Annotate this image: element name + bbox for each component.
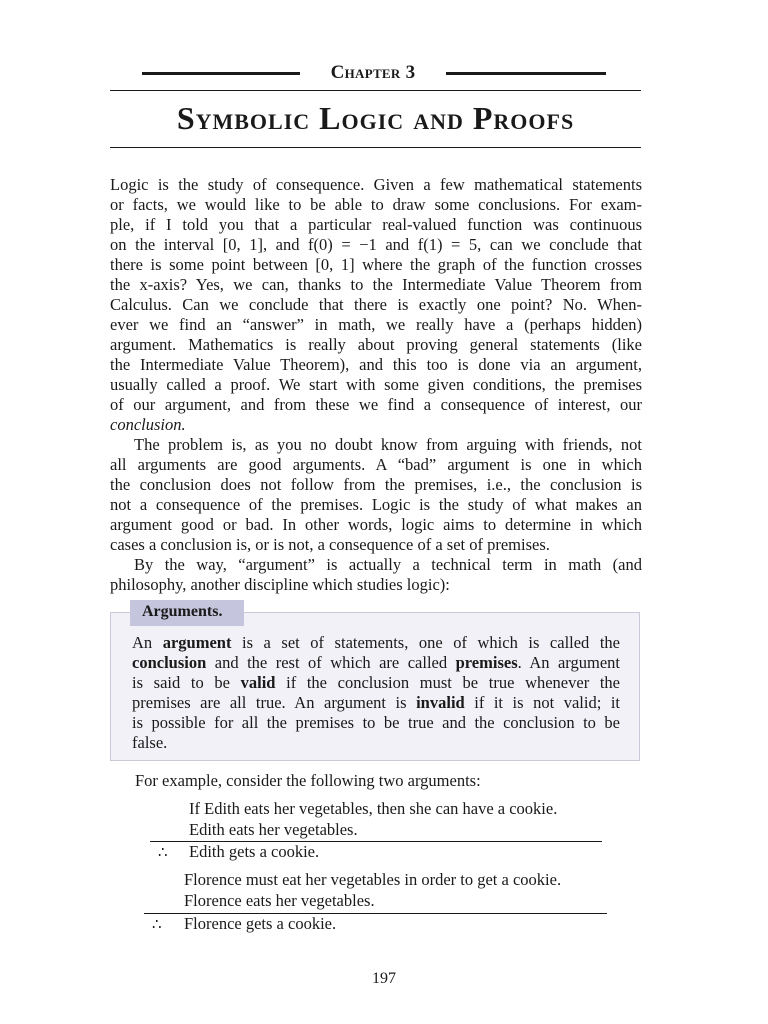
argument-2-conclusion: Florence gets a cookie. xyxy=(184,914,337,933)
text-line: ever we find an “answer” in math, we really have a (perhaps hidden) xyxy=(110,315,642,334)
text-line: the Intermediate Value Theorem), and this too is done via an argument, xyxy=(110,355,642,374)
chapter-label: Chapter 3 xyxy=(330,62,416,83)
text-line: The problem is, as you no doubt know from arguing with friends, not xyxy=(134,435,642,454)
intro-paragraph-1 xyxy=(110,175,642,435)
argument-2-premise: Florence must eat her vegetables in order to get a cookie. xyxy=(184,870,562,889)
argument-1-premise: If Edith eats her vegetables, then she can have a cookie. xyxy=(189,799,558,818)
page-number: 197 xyxy=(372,970,396,987)
definition-line: is said to be valid if the conclusion must be true whenever the xyxy=(132,673,621,692)
text-line: all arguments are good arguments. A “bad” argument is one in which xyxy=(110,455,642,474)
text-line: or facts, we would like to be able to draw some conclusions. For exam- xyxy=(110,195,642,214)
definition-line: conclusion and the rest of which are called premises. An argument xyxy=(132,653,620,672)
definition-line: An argument is a set of statements, one of which is called the xyxy=(132,633,621,652)
text-line: there is some point between [0, 1] where the graph of the function crosses xyxy=(110,255,642,274)
therefore-symbol: ∴ xyxy=(152,915,162,933)
text-line: conclusion. xyxy=(110,415,186,434)
intro-paragraph-3 xyxy=(110,555,642,595)
chapter-title: Symbolic Logic and Proofs xyxy=(176,100,575,136)
chapter-bar-left xyxy=(142,72,300,75)
text-line: the x-axis? Yes, we can, thanks to the Intermediate Value Theorem from xyxy=(110,275,642,294)
text-line: on the interval [0, 1], and f(0) = −1 and f(1) = 5, can we conclude that xyxy=(110,235,642,254)
title-rule-bottom xyxy=(110,147,641,148)
definition-heading: Arguments. xyxy=(130,600,244,626)
text-line: usually called a proof. We start with some given conditions, the premises xyxy=(110,375,642,394)
therefore-symbol: ∴ xyxy=(158,843,168,861)
text-line: ple, if I told you that a particular real-valued function was continuous xyxy=(110,215,642,234)
title-rule-top xyxy=(110,90,641,91)
chapter-bar-right xyxy=(446,72,606,75)
intro-paragraph-2 xyxy=(110,435,642,555)
text-line: Calculus. Can we conclude that there is exactly one point? No. When- xyxy=(110,295,642,314)
text-line: the conclusion does not follow from the premises, i.e., the conclusion is xyxy=(110,475,642,494)
definition-text xyxy=(132,633,620,753)
text-line: philosophy, another discipline which studies logic): xyxy=(110,575,450,594)
text-line: not a consequence of the premises. Logic is the study of what makes an xyxy=(110,495,642,514)
text-line: Logic is the study of consequence. Given a few mathematical statements xyxy=(110,175,642,194)
argument-2-premise: Florence eats her vegetables. xyxy=(184,891,375,910)
text-line: of our argument, and from these we find a consequence of interest, our xyxy=(110,395,642,414)
text-line: argument. Mathematics is really about proving general statements (like xyxy=(110,335,642,354)
definition-line: false. xyxy=(132,733,168,752)
text-line: By the way, “argument” is actually a technical term in math (and xyxy=(134,555,642,574)
examples-lead: For example, consider the following two arguments: xyxy=(135,771,481,790)
definition-line: premises are all true. An argument is invalid if it is not valid; it xyxy=(132,693,620,712)
definition-line: is possible for all the premises to be true and the conclusion to be xyxy=(132,713,620,732)
text-line: argument good or bad. In other words, logic aims to determine in which xyxy=(110,515,642,534)
argument-1-conclusion: Edith gets a cookie. xyxy=(189,842,320,861)
argument-1-premise: Edith eats her vegetables. xyxy=(189,820,358,839)
text-line: cases a conclusion is, or is not, a consequence of a set of premises. xyxy=(110,535,550,554)
